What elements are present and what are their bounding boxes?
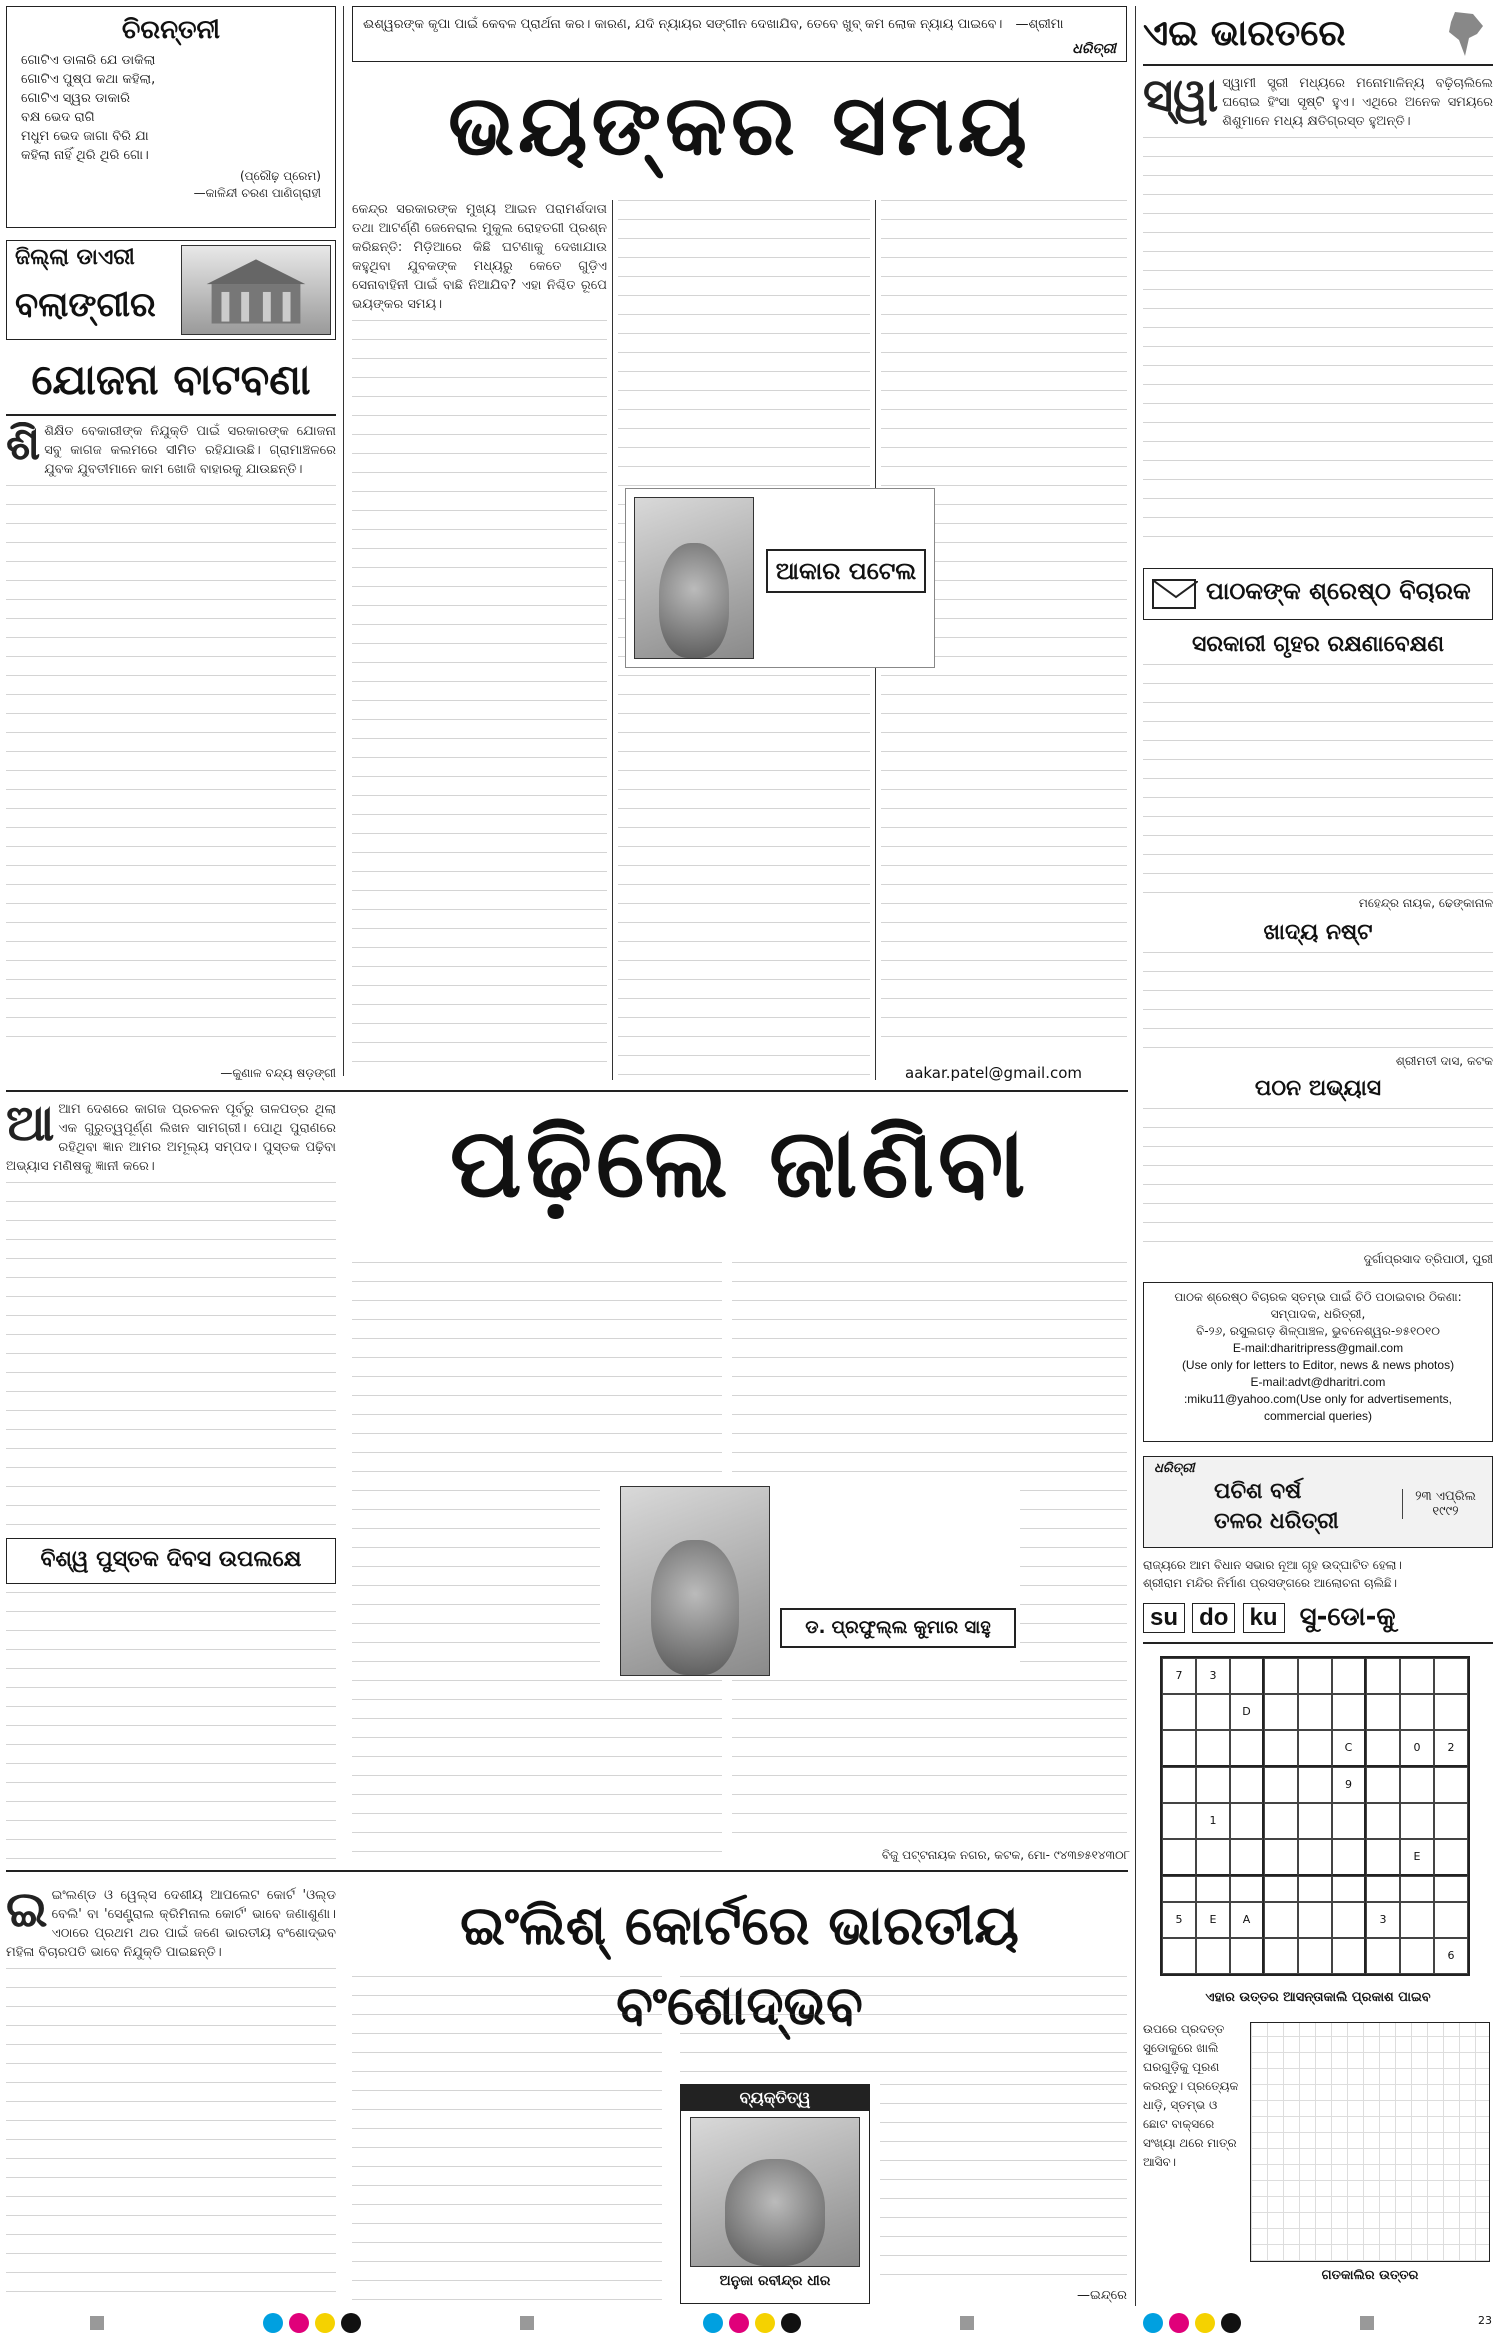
sudoku-cell[interactable] xyxy=(1264,1694,1298,1730)
left-article-author: —କୁଣାଳ ବନ୍ଦ୍ୟ ଷଡ଼ଙ୍ଗୀ xyxy=(220,1066,336,1080)
sudoku-grid[interactable] xyxy=(1160,1656,1470,1976)
sudoku-cell[interactable] xyxy=(1264,1803,1298,1839)
left-title-rule xyxy=(6,414,336,416)
main-author-photo xyxy=(634,497,754,659)
right-lead-drop-cap: ସ୍ୱା xyxy=(1143,74,1219,122)
feature-body-left2 xyxy=(6,1592,336,1862)
sudoku-cell[interactable] xyxy=(1264,1876,1298,1902)
india-map-icon xyxy=(1443,10,1487,60)
bottom-person-photo xyxy=(690,2117,860,2267)
sudoku-cell[interactable] xyxy=(1196,1876,1230,1902)
bottom-left-filler xyxy=(6,1968,336,2306)
sudoku-cell[interactable] xyxy=(1298,1803,1332,1839)
bottom-drop-cap: ଇ xyxy=(6,1886,48,1938)
contact-addr1: ସମ୍ପାଦକ, ଧରିତ୍ରୀ, xyxy=(1270,1307,1366,1321)
sudoku-cell[interactable] xyxy=(1264,1730,1298,1767)
diary-label: ଜିଲ୍ଲା ଡାଏରୀ xyxy=(15,245,135,270)
sudoku-cell[interactable] xyxy=(1230,1767,1264,1803)
sudoku-cell[interactable] xyxy=(1264,1658,1298,1694)
feature-author-addr: ବିଜୁ ପଟ୍ଟନାୟକ ନଗର, କଟକ, ମୋ- ୯୪୩୭୫୧୪୩୦୮ xyxy=(881,1848,1130,1862)
sudoku-cell[interactable] xyxy=(1162,1730,1196,1767)
anniv-date: ୨୩ ଏପ୍ରିଲ ୧୯୯୨ xyxy=(1402,1489,1482,1519)
sudoku-cell[interactable] xyxy=(1332,1938,1366,1974)
gray-block xyxy=(960,2316,974,2330)
sudoku-cell[interactable] xyxy=(1196,1767,1230,1803)
bottom-body-col4 xyxy=(880,2084,1127,2284)
anniv-brand: ଧରିତ୍ରୀ xyxy=(1154,1461,1195,1476)
magenta-mark xyxy=(1169,2313,1189,2333)
diary-district: ବଲାଙ୍ଗୀର xyxy=(15,285,156,325)
sudoku-cell[interactable] xyxy=(1400,1658,1434,1694)
left-article-body xyxy=(6,422,336,1062)
sudoku-cell[interactable]: 0 xyxy=(1400,1730,1434,1767)
sudoku-cell[interactable] xyxy=(1400,1767,1434,1803)
top-quote-bar xyxy=(352,6,1127,62)
sudoku-cell[interactable]: A xyxy=(1230,1902,1264,1938)
sudoku-answer-label: ଗତକାଲିର ଉତ୍ତର xyxy=(1321,2268,1419,2283)
main-col1-filler xyxy=(352,320,607,1080)
sudoku-cell[interactable]: 9 xyxy=(1332,1767,1366,1803)
sudoku-note: ଏହାର ଉତ୍ତର ଆସନ୍ତାକାଲି ପ୍ରକାଶ ପାଇବ xyxy=(1205,1990,1431,2005)
sudoku-cell[interactable]: 6 xyxy=(1434,1938,1468,1974)
district-monument-image xyxy=(181,245,331,335)
sudoku-cell[interactable] xyxy=(1400,1902,1434,1938)
feature-drop-cap: ଆ xyxy=(6,1100,55,1152)
sudoku-cell[interactable] xyxy=(1298,1902,1332,1938)
top-quote-text: ଈଶ୍ୱରଙ୍କ କୃପା ପାଇଁ କେବଳ ପ୍ରାର୍ଥନା କର। କାରଣ, ଯଦି ନ୍ୟାୟର ସଙ୍ଗୀନ ଦେଖାଯିବ, ତେବେ ଖୁବ୍ କମ ଲୋକ ନ୍ୟାୟ ପାଇବେ। xyxy=(363,17,1003,32)
sudoku-cell[interactable] xyxy=(1196,1694,1230,1730)
poem-line: ମଧୁମ ଭେଦ ଜାଗା ବିରି ଯା xyxy=(21,129,149,144)
contact-email3[interactable]: :miku11@yahoo.com(Use only for advertisements, commercial queries) xyxy=(1183,1392,1453,1423)
letter1-filler xyxy=(1143,664,1493,894)
cyan-mark xyxy=(263,2313,283,2333)
sudoku-cell[interactable]: 3 xyxy=(1196,1658,1230,1694)
main-author-email: aakar.patel@gmail.com xyxy=(905,1064,1083,1082)
cyan-mark xyxy=(703,2313,723,2333)
sudoku-title: ସୁ-ଡୋ-କୁ xyxy=(1299,1602,1396,1632)
top-quote-brand: ଧରିତ୍ରୀ xyxy=(1072,41,1116,57)
bottom-author: —ଇନ୍ଦ୍ରେ xyxy=(1077,2288,1127,2303)
sudoku-cell[interactable] xyxy=(1434,1658,1468,1694)
yellow-mark xyxy=(755,2313,775,2333)
poem-line: ଗୋଟିଏ ପୁଷ୍ପ କଥା କହିଲା, xyxy=(21,72,156,87)
right-lead-article xyxy=(1143,74,1493,554)
letters-title: ପାଠକଙ୍କ ଶ୍ରେଷ୍ଠ ବିଚାରକ xyxy=(1206,577,1471,605)
sudoku-cell[interactable] xyxy=(1366,1694,1400,1730)
sudoku-cell[interactable] xyxy=(1298,1694,1332,1730)
sudoku-cell[interactable] xyxy=(1366,1876,1400,1902)
poem-line: ଗୋଟିଏ ଡାଳାରି ଯେ ଡାକିଲା xyxy=(21,53,156,68)
bottom-body-col2 xyxy=(352,1976,662,2306)
sudoku-cell[interactable] xyxy=(1298,1767,1332,1803)
sudoku-cell[interactable] xyxy=(1400,1876,1434,1902)
envelope-icon xyxy=(1152,579,1196,609)
main-col-divider-1 xyxy=(612,200,613,1080)
feature-left-filler xyxy=(6,1182,336,1530)
sudoku-cell[interactable] xyxy=(1298,1658,1332,1694)
bottom-person-block xyxy=(680,2084,870,2304)
main-article-body-col1 xyxy=(352,200,607,1080)
sudoku-cell[interactable] xyxy=(1230,1658,1264,1694)
sudoku-cell[interactable] xyxy=(1196,1938,1230,1974)
bottom-top-rule xyxy=(6,1870,1128,1872)
right-lead-text: ସ୍ୱାମୀ ସ୍ତ୍ରୀ ମଧ୍ୟରେ ମନୋମାଳିନ୍ୟ ବଢ଼ିଚାଲିଲେ ଘରୋଇ ହିଂସା ସୃଷ୍ଟି ହୁଏ। ଏଥିରେ ଅନେକ ସମୟରେ ଶିଶୁମାନେ ମଧ୍ୟ କ୍ଷତିଗ୍ରସ୍ତ ହୁଅନ୍ତି। xyxy=(1222,76,1493,129)
bottom-col2-filler xyxy=(352,1976,662,2306)
sudoku-cell[interactable] xyxy=(1230,1730,1264,1767)
sudoku-cell[interactable]: 3 xyxy=(1366,1902,1400,1938)
feature-text: ଆମ ଦେଶରେ କାଗଜ ପ୍ରଚଳନ ପୂର୍ବରୁ ତାଳପତ୍ର ଥିଲା ଏକ ଗୁରୁତ୍ୱପୂର୍ଣ୍ଣ ଲିଖନ ସାମଗ୍ରୀ। ପୋଥି ପୁରାଣରେ ରହିଥିବା ଜ୍ଞାନ ଆମର ଅମୂଲ୍ୟ ସମ୍ପଦ। ପୁସ୍ତକ ପଢ଼ିବା ଅଭ୍ୟାସ ମଣିଷକୁ ଜ୍ଞାନୀ କରେ। xyxy=(6,1102,336,1174)
sudoku-cell[interactable] xyxy=(1332,1839,1366,1876)
feature-author-name: ଡ. ପ୍ରଫୁଲ୍ଲ କୁମାର ସାହୁ xyxy=(780,1608,1016,1648)
sudoku-cell[interactable]: 1 xyxy=(1196,1803,1230,1839)
poem-title: ଚିରନ୍ତନୀ xyxy=(121,15,221,45)
sudoku-rules: ଉପରେ ପ୍ରଦତ୍ତ ସୁଡୋକୁରେ ଖାଲି ଘରଗୁଡ଼ିକୁ ପୂରଣ କରନ୍ତୁ। ପ୍ରତ୍ୟେକ ଧାଡ଼ି, ସ୍ତମ୍ଭ ଓ ଛୋଟ ବାକ୍ସରେ ସଂଖ୍ୟା ଥରେ ମାତ୍ର ଆସିବ। xyxy=(1143,2022,1239,2169)
letter1-author: ମହେନ୍ଦ୍ର ନାୟକ, ଢେଙ୍କାନାଳ xyxy=(1358,896,1493,910)
black-mark xyxy=(1221,2313,1241,2333)
sudoku-cell[interactable] xyxy=(1298,1938,1332,1974)
anniv-item: ଶ୍ରୀରାମ ମନ୍ଦିର ନିର୍ମାଣ ପ୍ରସଙ୍ଗରେ ଆଲୋଚନା ଚାଲିଛି। xyxy=(1143,1576,1398,1590)
sudoku-cell[interactable]: E xyxy=(1196,1902,1230,1938)
contact-email1[interactable]: E-mail:dharitripress@gmail.com xyxy=(1232,1341,1404,1355)
sudoku-cell[interactable]: E xyxy=(1400,1839,1434,1876)
monument-illustration xyxy=(182,244,330,334)
gray-block xyxy=(520,2316,534,2330)
col-divider-right xyxy=(1135,6,1136,2306)
sudoku-answer-grid xyxy=(1250,2022,1490,2262)
feature-top-rule xyxy=(6,1090,1128,1092)
contact-note1: (Use only for letters to Editor, news & news photos) xyxy=(1181,1358,1455,1372)
contact-box xyxy=(1143,1282,1493,1442)
left-article-filler xyxy=(6,485,336,1045)
magenta-mark xyxy=(729,2313,749,2333)
cmyk-marks xyxy=(260,2313,364,2335)
cmyk-marks xyxy=(700,2313,804,2335)
sudoku-cell[interactable] xyxy=(1162,1803,1196,1839)
main-author-photo-block xyxy=(625,488,935,668)
sudoku-cell[interactable] xyxy=(1162,1694,1196,1730)
letter1-title: ସରକାରୀ ଗୃହର ରକ୍ଷଣାବେକ୍ଷଣ xyxy=(1191,632,1445,657)
main-article-title: ଭୟଙ୍କର ସମୟ xyxy=(448,76,1031,174)
sudoku-cell[interactable] xyxy=(1332,1694,1366,1730)
sudoku-header xyxy=(1143,1602,1493,1644)
contact-addr2: ବି-୨୬, ରସୁଲଗଡ଼ ଶିଳ୍ପାଞ୍ଚଳ, ଭୁବନେଶ୍ୱର-୭୫୧୦୧୦ xyxy=(1196,1324,1440,1338)
sudoku-cell[interactable]: 2 xyxy=(1434,1730,1468,1767)
letter3-body xyxy=(1143,1108,1493,1248)
letter2-body xyxy=(1143,952,1493,1052)
top-quote-author: —ଶ୍ରୀମା xyxy=(1015,17,1064,32)
page-number: 23 xyxy=(1478,2314,1492,2327)
sudoku-cell[interactable] xyxy=(1230,1839,1264,1876)
sudoku-cell[interactable] xyxy=(1162,1767,1196,1803)
left-article-text: ଶିକ୍ଷିତ ବେକାରୀଙ୍କ ନିଯୁକ୍ତି ପାଇଁ ସରକାରଙ୍କ ଯୋଜନା ସବୁ କାଗଜ କଲମରେ ସୀମିତ ରହିଯାଉଛି। ଗ୍ରାମାଞ୍ଚଳରେ ଯୁବକ ଯୁବତୀମାନେ କାମ ଖୋଜି ବାହାରକୁ ଯାଉଛନ୍ତି। xyxy=(44,424,336,477)
sudoku-cell[interactable] xyxy=(1400,1938,1434,1974)
sudoku-cell[interactable] xyxy=(1230,1938,1264,1974)
sudoku-cell[interactable] xyxy=(1366,1839,1400,1876)
gray-block xyxy=(90,2316,104,2330)
right-section-title xyxy=(1143,6,1493,66)
black-mark xyxy=(341,2313,361,2333)
bottom-label: ବ୍ୟକ୍ତିତ୍ୱ xyxy=(681,2085,869,2111)
poem-author: —କାଳିନ୍ଦୀ ଚରଣ ପାଣିଗ୍ରାହୀ xyxy=(193,186,321,200)
feature-author-block xyxy=(600,1480,1020,1680)
poem-box xyxy=(6,6,336,228)
sudoku-cell[interactable] xyxy=(1264,1902,1298,1938)
sudoku-cell[interactable] xyxy=(1298,1839,1332,1876)
poem-line: ବକ୍ଷ ଭେଦ ରାଗି xyxy=(21,110,95,125)
sudoku-cell[interactable]: C xyxy=(1332,1730,1366,1767)
district-diary-header xyxy=(6,240,336,340)
sudoku-cell[interactable]: 5 xyxy=(1162,1902,1196,1938)
sudoku-cell[interactable]: 7 xyxy=(1162,1658,1196,1694)
sudoku-cell[interactable] xyxy=(1196,1839,1230,1876)
sudoku-cell[interactable]: D xyxy=(1230,1694,1264,1730)
poem-line: କହିଲା ନାହିଁ ଥିରି ଥିରି ଗୋ। xyxy=(21,148,149,163)
letter2-filler xyxy=(1143,952,1493,1052)
bottom-text: ଇଂଲଣ୍ଡ ଓ ୱେଲ୍ସ ଦେଶୀୟ ଆପଲେଟ କୋର୍ଟ 'ଓଲ୍ଡ ବେଲି' ବା 'ସେଣ୍ଟ୍ରାଲ କ୍ରିମିନାଲ କୋର୍ଟ' ଭାବେ ଜଣାଶୁଣା। ଏଠାରେ ପ୍ରଥମ ଥର ପାଇଁ ଜଣେ ଭାରତୀୟ ବଂଶୋଦ୍ଭବ ମହିଳା ବିଚାରପତି ଭାବେ ନିଯୁକ୍ତି ପାଇଛନ୍ତି। xyxy=(6,1888,336,1960)
sudoku-cell[interactable] xyxy=(1332,1803,1366,1839)
sudoku-cell[interactable] xyxy=(1298,1876,1332,1902)
right-section-title-text: ଏଇ ଭାରତରେ xyxy=(1143,13,1346,54)
bottom-body-left xyxy=(6,1886,336,2306)
feature-subtitle: ବିଶ୍ୱ ପୁସ୍ତକ ଦିବସ ଉପଲକ୍ଷେ xyxy=(40,1547,302,1572)
sudoku-cell[interactable] xyxy=(1434,1803,1468,1839)
sudoku-cell[interactable] xyxy=(1162,1876,1196,1902)
sudoku-cell[interactable] xyxy=(1434,1839,1468,1876)
gray-block xyxy=(1360,2316,1374,2330)
main-author-name: ଆକାର ପଟେଲ xyxy=(766,549,926,593)
feature-left2-filler xyxy=(6,1592,336,1862)
magenta-mark xyxy=(289,2313,309,2333)
letter1-body xyxy=(1143,664,1493,894)
yellow-mark xyxy=(1195,2313,1215,2333)
sudoku-cell[interactable] xyxy=(1366,1730,1400,1767)
contact-intro: ପାଠକ ଶ୍ରେଷ୍ଠ ବିଚାରକ ସ୍ତମ୍ଭ ପାଇଁ ଚିଠି ପଠାଇବାର ଠିକଣା: xyxy=(1174,1290,1462,1304)
sudoku-cell[interactable] xyxy=(1230,1876,1264,1902)
letter3-title: ପଠନ ଅଭ୍ୟାସ xyxy=(1254,1076,1382,1101)
anniv-title2: ତଳର ଧରିତ୍ରୀ xyxy=(1214,1509,1339,1534)
left-article-title: ଯୋଜନା ବାଟବଣା xyxy=(31,355,311,404)
letter3-filler xyxy=(1143,1108,1493,1248)
anniv-items xyxy=(1143,1556,1493,1592)
sudoku-cell[interactable] xyxy=(1264,1938,1298,1974)
bottom-col4-filler xyxy=(880,2084,1127,2284)
letters-header xyxy=(1143,568,1493,620)
sudoku-cell[interactable] xyxy=(1434,1767,1468,1803)
bottom-person-name: ଅନୁଜା ରବୀନ୍ଦ୍ର ଧୀର xyxy=(719,2273,831,2289)
poem-tag: (ପ୍ରୌଢ଼ ପ୍ରେମ) xyxy=(239,169,321,183)
sudoku-cell[interactable] xyxy=(1332,1876,1366,1902)
sudoku-cell[interactable] xyxy=(1264,1839,1298,1876)
sudoku-cell[interactable] xyxy=(1400,1694,1434,1730)
sudoku-cell[interactable] xyxy=(1366,1767,1400,1803)
feature-subtitle-box xyxy=(6,1538,336,1584)
letter3-author: ଦୁର୍ଗାପ୍ରସାଦ ତ୍ରିପାଠୀ, ପୁରୀ xyxy=(1363,1252,1493,1266)
letter2-title: ଖାଦ୍ୟ ନଷ୍ଟ xyxy=(1263,920,1373,945)
footer-registration-marks xyxy=(0,2312,1500,2334)
anniversary-box xyxy=(1143,1456,1493,1548)
sudoku-cell[interactable] xyxy=(1298,1730,1332,1767)
bottom-body-col3 xyxy=(680,1976,1127,2076)
sudoku-cell[interactable] xyxy=(1366,1658,1400,1694)
sudoku-latin-su: su xyxy=(1143,1603,1185,1633)
contact-email2[interactable]: E-mail:advt@dharitri.com xyxy=(1250,1375,1386,1389)
bottom-article-title: ଇଂଲିଶ୍ କୋର୍ଟରେ ଭାରତୀୟ ବଂଶୋଦ୍ଭବ xyxy=(460,1894,1019,2037)
sudoku-cell[interactable] xyxy=(1196,1730,1230,1767)
sudoku-cell[interactable] xyxy=(1434,1876,1468,1902)
sudoku-latin-ku: ku xyxy=(1243,1603,1285,1633)
feature-title: ପଢ଼ିଲେ ଜାଣିବା xyxy=(449,1107,1030,1219)
col-divider-left xyxy=(343,6,344,1076)
right-lead-filler xyxy=(1143,137,1493,554)
main-article-text: କେନ୍ଦ୍ର ସରକାରଙ୍କ ମୁଖ୍ୟ ଆଇନ ପରାମର୍ଶଦାତା ତଥା ଆଟର୍ଣ୍ଣି ଜେନେରାଲ ମୁକୁଲ ରୋହତଗୀ ପ୍ରଶ୍ନ କରିଛନ୍ତି: ମିଡ଼ିଆରେ କିଛି ଘଟଣାକୁ ଦେଖାଯାଉ କହୁଥିବା ଯୁବକଙ୍କ ମଧ୍ୟରୁ କେତେ ଗୁଡ଼ିଏ ସେନାବାହିନୀ ପାଇଁ ବାଛି ନିଆଯିବ? ଏହା ନିଶ୍ଚିତ ରୂପେ ଭୟଙ୍କର ସମୟ। xyxy=(352,202,607,312)
sudoku-cell[interactable] xyxy=(1264,1767,1298,1803)
anniv-title1: ପଚିଶ ବର୍ଷ xyxy=(1214,1479,1302,1504)
feature-author-photo xyxy=(620,1486,770,1676)
poem-lines xyxy=(21,51,321,165)
sudoku-cell[interactable] xyxy=(1366,1803,1400,1839)
anniv-item: ରାଜ୍ୟରେ ଆମ ବିଧାନ ସଭାର ନୂଆ ଗୃହ ଉଦ୍‌ଘାଟିତ ହେଲା। xyxy=(1143,1558,1402,1572)
sudoku-cell[interactable] xyxy=(1434,1694,1468,1730)
yellow-mark xyxy=(315,2313,335,2333)
left-article-drop-cap: ଶି xyxy=(6,422,41,470)
black-mark xyxy=(781,2313,801,2333)
cyan-mark xyxy=(1143,2313,1163,2333)
bottom-col3-filler xyxy=(680,1976,1127,2076)
sudoku-cell[interactable] xyxy=(1366,1938,1400,1974)
sudoku-cell[interactable] xyxy=(1162,1839,1196,1876)
sudoku-cell[interactable] xyxy=(1434,1902,1468,1938)
sudoku-latin-do: do xyxy=(1192,1603,1235,1633)
letter2-author: ଶ୍ରୀମତୀ ଦାସ, କଟକ xyxy=(1395,1054,1493,1068)
sudoku-cell[interactable] xyxy=(1332,1902,1366,1938)
feature-body-left xyxy=(6,1100,336,1530)
sudoku-cell[interactable] xyxy=(1332,1658,1366,1694)
cmyk-marks xyxy=(1140,2313,1244,2335)
sudoku-cell[interactable] xyxy=(1162,1938,1196,1974)
poem-line: ଗୋଟିଏ ସ୍ୱର ଡାକାରି xyxy=(21,91,131,106)
sudoku-cell[interactable] xyxy=(1400,1803,1434,1839)
sudoku-cell[interactable] xyxy=(1230,1803,1264,1839)
